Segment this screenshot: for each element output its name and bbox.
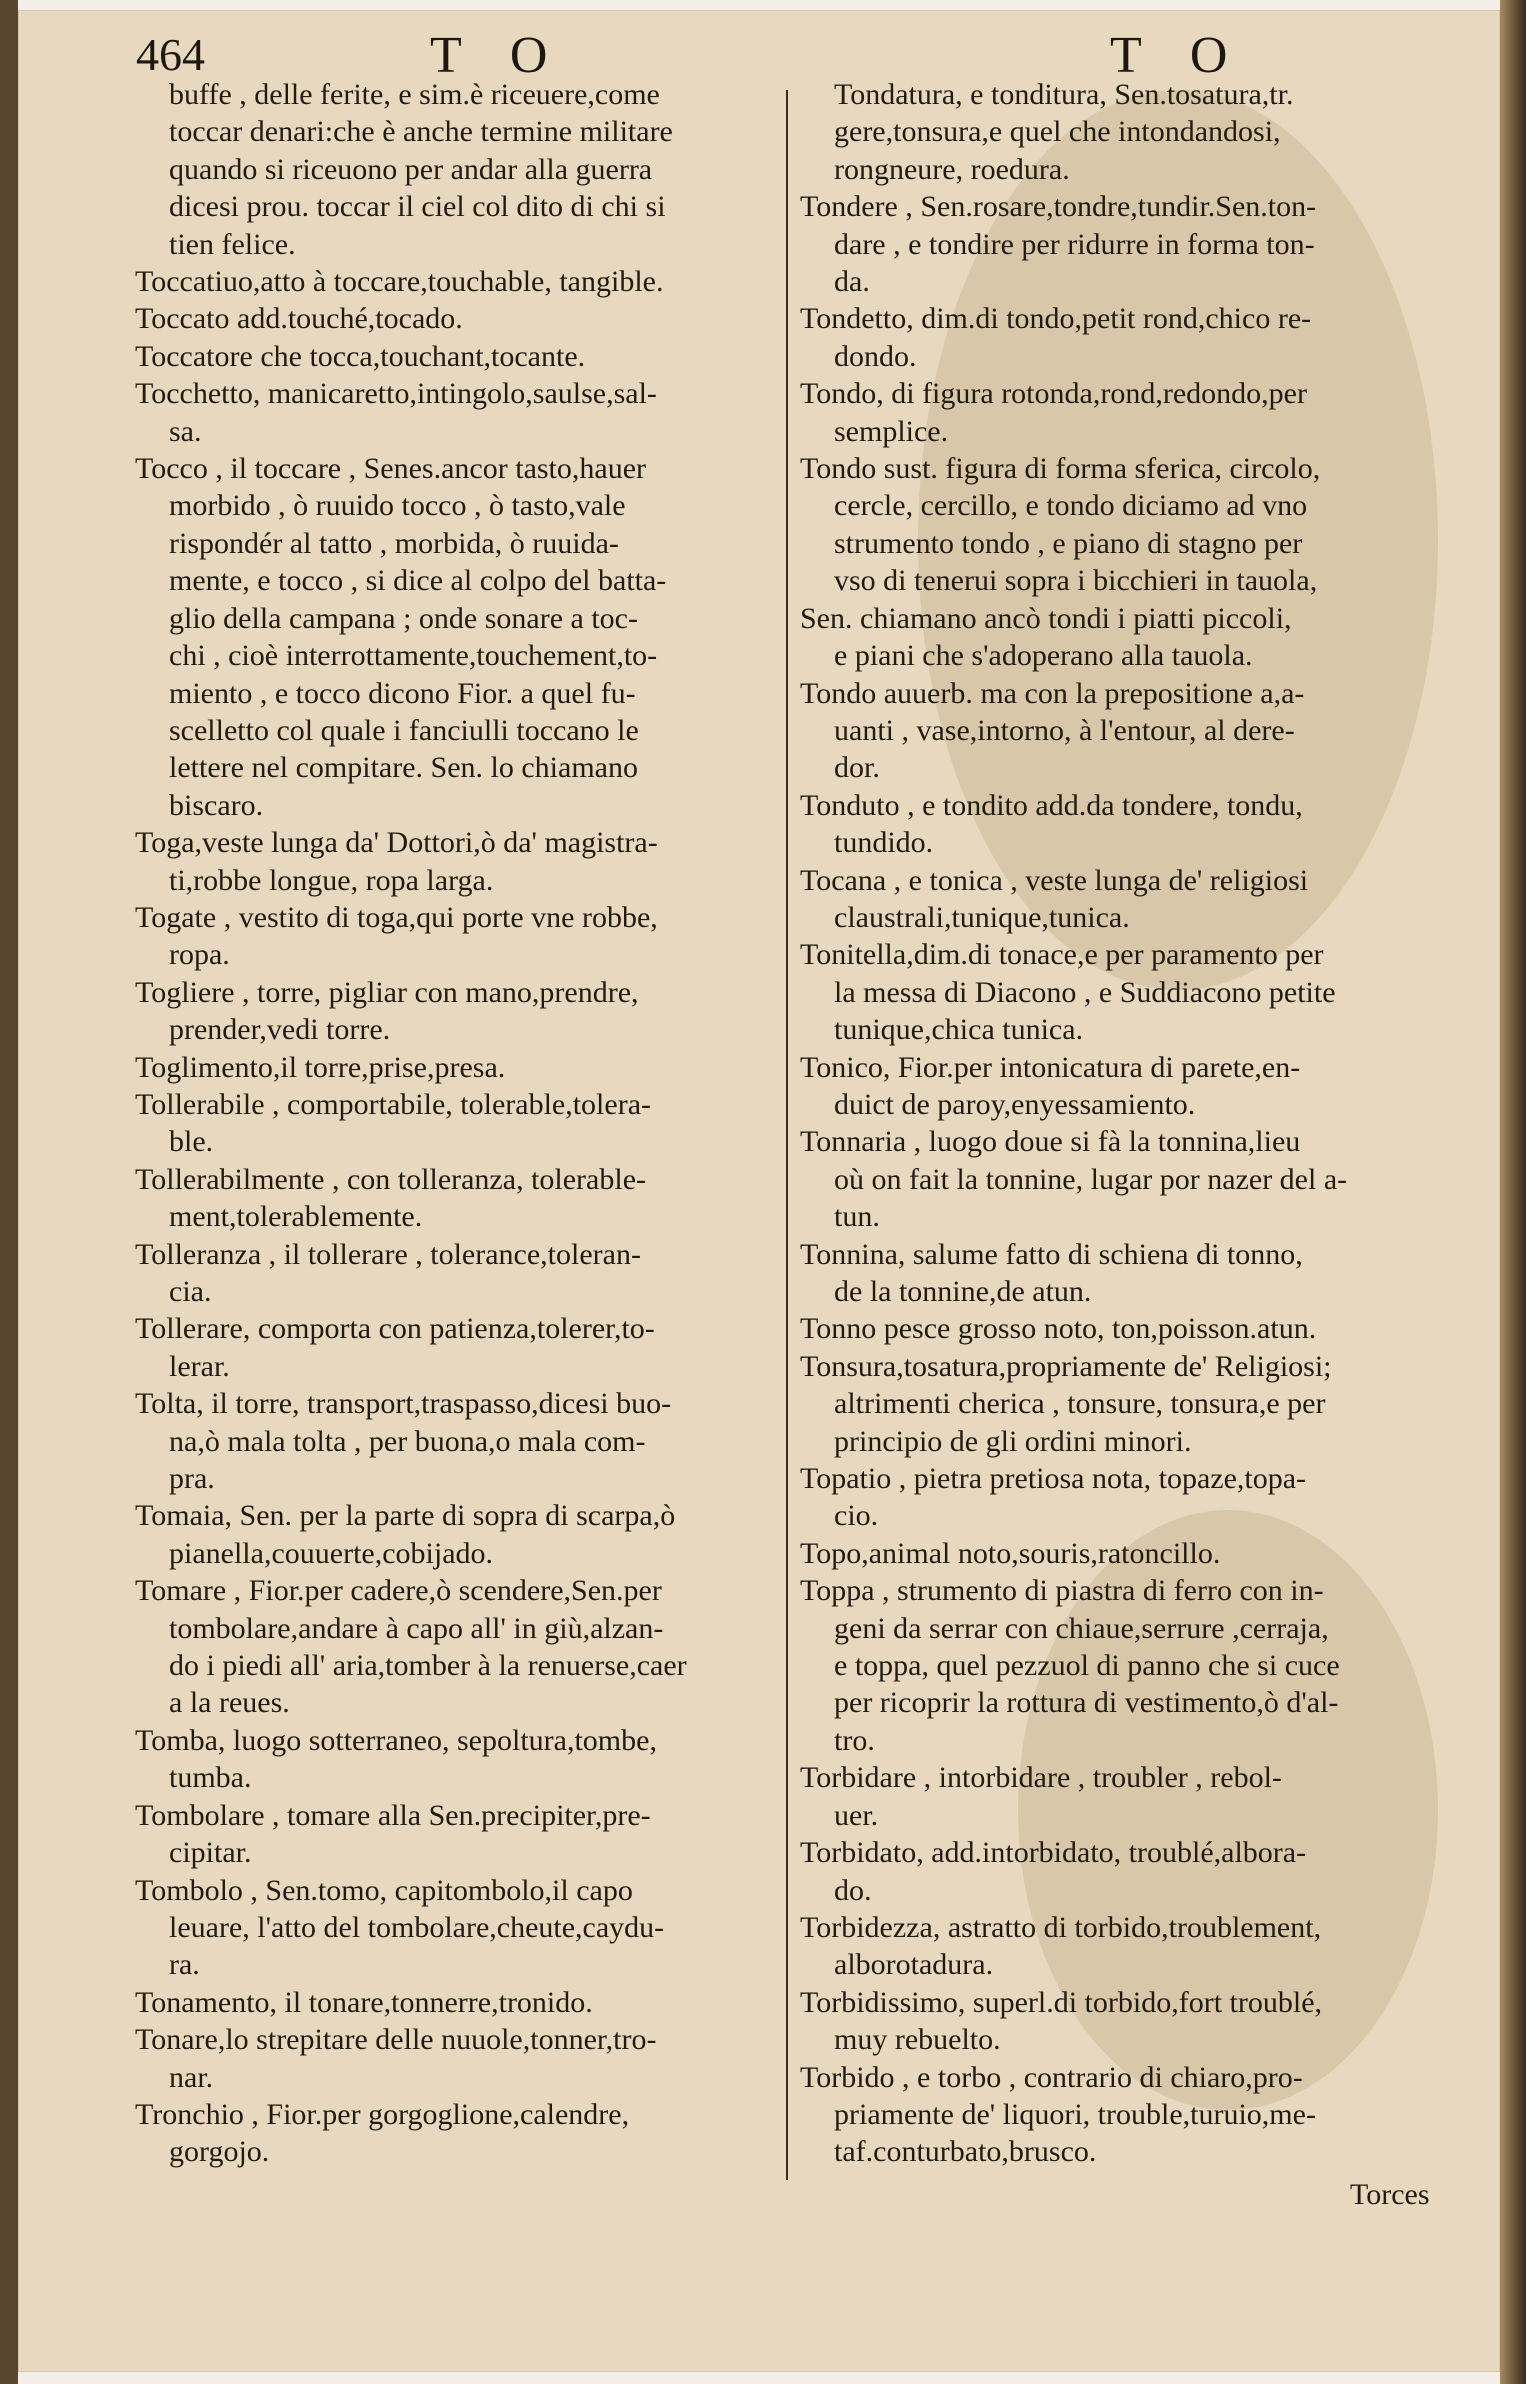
dictionary-line: Toglimento,il torre,prise,presa. [135, 1050, 506, 1084]
dictionary-line: morbido , ò ruuido tocco , ò tasto,vale [169, 489, 626, 523]
catchword: Torces [1350, 2178, 1430, 2211]
dictionary-line: tunique,chica tunica. [834, 1013, 1084, 1047]
dictionary-line: dicesi prou. toccar il ciel col dito di chi si [169, 190, 666, 224]
dictionary-line: e toppa, quel pezzuol di panno che si cuce [834, 1649, 1340, 1683]
dictionary-line: Tondetto, dim.di tondo,petit rond,chico re- [800, 302, 1312, 336]
dictionary-line: Tollerare, comporta con patienza,tolerer,to- [135, 1312, 655, 1346]
dictionary-line: Tonitella,dim.di tonace,e per paramento per [800, 938, 1324, 972]
dictionary-line: Tomba, luogo sotterraneo, sepoltura,tombe, [135, 1723, 657, 1757]
dictionary-line: Tonsura,tosatura,propriamente de' Religiosi; [800, 1349, 1332, 1383]
dictionary-line: Torbido , e torbo , contrario di chiaro,pro- [800, 2060, 1303, 2094]
dictionary-line: ti,robbe longue, ropa larga. [169, 863, 494, 897]
dictionary-line: miento , e tocco dicono Fior. a quel fu- [169, 676, 636, 710]
dictionary-line: Tonduto , e tondito add.da tondere, tondu, [800, 788, 1303, 822]
dictionary-line: toccar denari:che è anche termine militare [169, 115, 673, 149]
dictionary-line: alborotadura. [834, 1948, 994, 1982]
scan-edge-left [0, 0, 18, 2384]
dictionary-line: Tonamento, il tonare,tonnerre,tronido. [135, 1985, 593, 2019]
dictionary-line: Toccatore che tocca,touchant,tocante. [135, 339, 586, 373]
dictionary-line: duict de paroy,enyessamiento. [834, 1087, 1196, 1121]
dictionary-line: Tomaia, Sen. per la parte di sopra di scarpa,ò [135, 1499, 676, 1533]
dictionary-line: ra. [169, 1948, 200, 1982]
dictionary-line: quando si riceuono per andar alla guerra [169, 152, 653, 186]
dictionary-line: lettere nel compitare. Sen. lo chiamano [169, 751, 638, 785]
dictionary-line: Tollerabilmente , con tolleranza, tolerable- [135, 1162, 646, 1196]
dictionary-line: na,ò mala tolta , per buona,o mala com- [169, 1424, 646, 1458]
dictionary-line: Tocchetto, manicaretto,intingolo,saulse,sal- [135, 377, 657, 411]
dictionary-line: vso di tenerui sopra i bicchieri in tauola, [834, 564, 1318, 598]
dictionary-line: Torbidare , intorbidare , troubler , rebol- [800, 1761, 1282, 1795]
dictionary-line: tun. [834, 1200, 880, 1234]
dictionary-line: Tonno pesce grosso noto, ton,poisson.atun. [800, 1312, 1317, 1346]
dictionary-line: cercle, cercillo, e tondo diciamo ad vno [834, 489, 1308, 523]
dictionary-line: Toga,veste lunga da' Dottori,ò da' magistra- [135, 826, 658, 860]
dictionary-line: scelletto col quale i fanciulli toccano le [169, 713, 639, 747]
dictionary-line: priamente de' liquori, trouble,turuio,me- [834, 2097, 1316, 2131]
dictionary-line: Tondere , Sen.rosare,tondre,tundir.Sen.ton- [800, 190, 1317, 224]
dictionary-line: sa. [169, 414, 202, 448]
dictionary-line: taf.conturbato,brusco. [834, 2135, 1097, 2169]
dictionary-line: Toccatiuo,atto à toccare,touchable, tangible. [135, 265, 664, 299]
dictionary-line: claustrali,tunique,tunica. [834, 900, 1130, 934]
dictionary-line: rispondér al tatto , morbida, ò ruuida- [169, 526, 619, 560]
dictionary-line: Tocana , e tonica , veste lunga de' religiosi [800, 863, 1309, 897]
dictionary-line: tundido. [834, 826, 934, 860]
dictionary-line: per ricoprir la rottura di vestimento,ò d'al- [834, 1686, 1339, 1720]
dictionary-line: ropa. [169, 938, 230, 972]
dictionary-line: Tondo auuerb. ma con la prepositione a,a- [800, 676, 1305, 710]
dictionary-line: geni da serrar con chiaue,serrure ,cerraja, [834, 1611, 1329, 1645]
dictionary-line: Tomare , Fior.per cadere,ò scendere,Sen.per [135, 1574, 662, 1608]
dictionary-line: tien felice. [169, 227, 296, 261]
dictionary-line: ment,tolerablemente. [169, 1200, 423, 1234]
dictionary-line: de la tonnine,de atun. [834, 1275, 1092, 1308]
dictionary-line: Tombolare , tomare alla Sen.precipiter,pre- [135, 1798, 651, 1832]
dictionary-line: Tondo sust. figura di forma sferica, circolo, [800, 452, 1321, 486]
dictionary-line: dondo. [834, 339, 917, 373]
dictionary-line: Torbidato, add.intorbidato, troublé,albora- [800, 1836, 1307, 1870]
dictionary-line: cio. [834, 1499, 879, 1533]
running-head-left: T O [430, 27, 566, 84]
dictionary-line: Topo,animal noto,souris,ratoncillo. [800, 1536, 1221, 1570]
dictionary-line: mente, e tocco , si dice al colpo del batta- [169, 564, 667, 598]
dictionary-line: da. [834, 265, 870, 299]
dictionary-line: Tolleranza , il tollerare , tolerance,toleran- [135, 1237, 641, 1271]
page-number: 464 [136, 29, 205, 80]
dictionary-line: do i piedi all' aria,tomber à la renuerse,caer [169, 1649, 687, 1683]
dictionary-line: tombolare,andare à capo all' in giù,alzan- [169, 1611, 664, 1645]
dictionary-line: Tronchio , Fior.per gorgoglione,calendre, [135, 2097, 630, 2131]
dictionary-line: gere,tonsura,e quel che intondandosi, [834, 115, 1281, 149]
dictionary-line: tro. [834, 1723, 875, 1757]
dictionary-line: dor. [834, 751, 880, 785]
dictionary-line: uanti , vase,intorno, à l'entour, al dere- [834, 713, 1295, 747]
dictionary-line: glio della campana ; onde sonare a toc- [169, 601, 638, 635]
dictionary-line: pianella,couuerte,cobijado. [169, 1536, 494, 1570]
dictionary-line: dare , e tondire per ridurre in forma ton- [834, 227, 1315, 261]
dictionary-line: tumba. [169, 1761, 252, 1795]
dictionary-line: leuare, l'atto del tombolare,cheute,caydu- [169, 1910, 665, 1944]
dictionary-line: strumento tondo , e piano di stagno per [834, 526, 1303, 560]
dictionary-line: ble. [169, 1125, 214, 1159]
dictionary-line: cia. [169, 1275, 212, 1308]
dictionary-line: Tonico, Fior.per intonicatura di parete,en- [800, 1050, 1301, 1084]
dictionary-line: Tollerabile , comportabile, tolerable,tolera- [135, 1087, 652, 1121]
dictionary-line: Tolta, il torre, transport,traspasso,dicesi buo- [135, 1387, 672, 1421]
scan-edge-right [1500, 0, 1526, 2384]
dictionary-line: cipitar. [169, 1836, 252, 1870]
dictionary-line: Toppa , strumento di piastra di ferro con in- [800, 1574, 1324, 1608]
dictionary-line: lerar. [169, 1349, 230, 1383]
dictionary-line: Sen. chiamano ancò tondi i piatti piccoli, [800, 601, 1292, 635]
dictionary-line: où on fait la tonnine, lugar por nazer del a- [834, 1162, 1348, 1196]
dictionary-line: muy rebuelto. [834, 2023, 1001, 2057]
dictionary-line: a la reues. [169, 1686, 290, 1720]
dictionary-line: nar. [169, 2060, 214, 2094]
dictionary-line: Tonnaria , luogo doue si fà la tonnina,lieu [800, 1125, 1301, 1159]
running-head-right: T O [1110, 27, 1246, 84]
dictionary-line: Tonare,lo strepitare delle nuuole,tonner,tro- [135, 2023, 657, 2057]
dictionary-line: uer. [834, 1798, 879, 1832]
dictionary-line: biscaro. [169, 788, 264, 822]
dictionary-line: Tombolo , Sen.tomo, capitombolo,il capo [135, 1873, 633, 1907]
left-column [135, 76, 775, 2171]
dictionary-line: Togliere , torre, pigliar con mano,prendre, [135, 975, 639, 1009]
dictionary-line: Togate , vestito di toga,qui porte vne robbe, [135, 900, 658, 934]
dictionary-line: buffe , delle ferite, e sim.è riceuere,come [169, 78, 660, 111]
dictionary-line: prender,vedi torre. [169, 1013, 391, 1047]
dictionary-line: semplice. [834, 414, 949, 448]
dictionary-line: Tondo, di figura rotonda,rond,redondo,per [800, 377, 1307, 411]
dictionary-line: Torbidezza, astratto di torbido,troublement, [800, 1910, 1322, 1944]
dictionary-line: chi , cioè interrottamente,touchement,to- [169, 639, 658, 673]
dictionary-line: principio de gli ordini minori. [834, 1424, 1192, 1458]
column-divider [786, 90, 788, 2180]
dictionary-line: Tondatura, e tonditura, Sen.tosatura,tr. [834, 78, 1294, 111]
dictionary-line: gorgojo. [169, 2135, 270, 2169]
dictionary-line: Topatio , pietra pretiosa nota, topaze,topa- [800, 1462, 1307, 1496]
dictionary-line: pra. [169, 1462, 215, 1496]
dictionary-line: la messa di Diacono , e Suddiacono petite [834, 975, 1336, 1009]
dictionary-line: altrimenti cherica , tonsure, tonsura,e per [834, 1387, 1326, 1421]
dictionary-line: Torbidissimo, superl.di torbido,fort troublé, [800, 1985, 1323, 2019]
dictionary-line: rongneure, roedura. [834, 152, 1070, 186]
dictionary-line: Tonnina, salume fatto di schiena di tonno, [800, 1237, 1303, 1271]
dictionary-line: e piani che s'adoperano alla tauola. [834, 639, 1253, 673]
dictionary-line: Toccato add.touché,tocado. [135, 302, 463, 336]
dictionary-line: do. [834, 1873, 872, 1907]
dictionary-line: Tocco , il toccare , Senes.ancor tasto,hauer [135, 452, 647, 486]
right-column [800, 76, 1450, 2171]
